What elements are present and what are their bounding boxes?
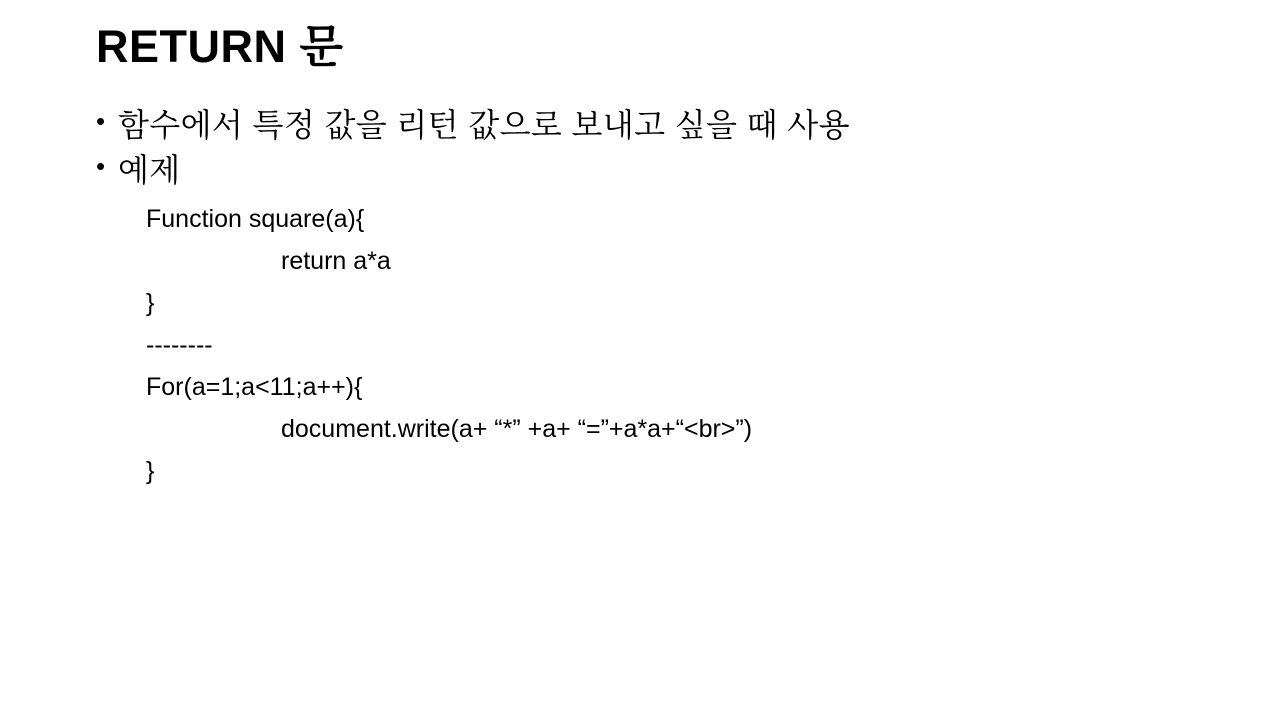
slide-body [96,104,1196,492]
list-item [96,104,1196,147]
bullet-icon: • [96,106,106,136]
code-line: -------- [146,331,213,360]
bullet-text: 예제 [118,152,181,189]
code-line: return a*a [281,247,391,276]
page-title: RETURN 문 [96,21,344,72]
bullet-icon: • [96,151,106,182]
code-line: } [146,457,155,486]
code-line: Function square(a){ [146,205,365,234]
code-line: } [146,289,155,318]
code-block [146,198,1196,492]
code-line: document.write(a+ “*” +a+ “=”+a*a+“<br>”) [281,415,753,444]
bullet-text: 함수에서 특정 값을 리턴 값으로 보내고 싶을 때 사용 [118,107,850,143]
list-item [96,149,1196,192]
code-line: For(a=1;a<11;a++){ [146,373,363,402]
